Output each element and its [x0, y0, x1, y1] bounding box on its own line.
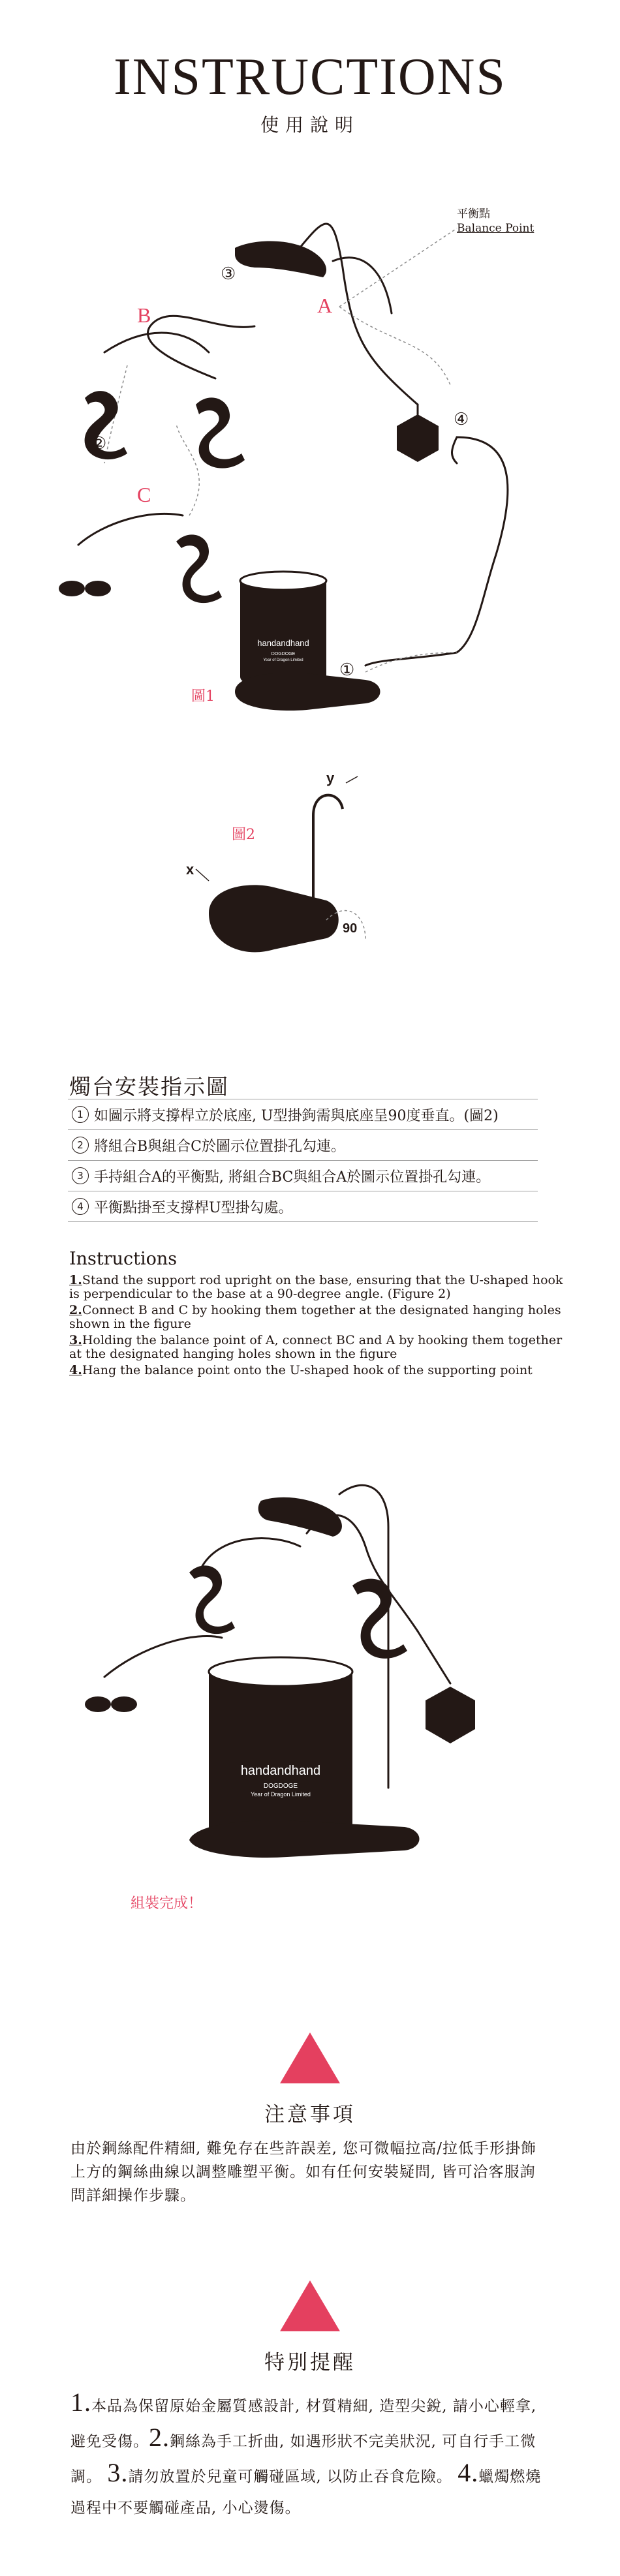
axis-x-line	[196, 869, 209, 881]
step-4-marker: ④	[454, 410, 469, 429]
reminder-num-1: 1.	[70, 2387, 91, 2417]
figure-1-label: 圖1	[191, 688, 215, 705]
assembled-shells	[85, 1696, 137, 1712]
reminder-text-2b: 調。	[70, 2468, 102, 2485]
reminder-text-3: 請勿放置於兒童可觸碰區域, 以防止吞食危險。	[128, 2468, 452, 2485]
assembly-diagram	[0, 189, 620, 744]
candle-line2-2: Year of Dragon Limited	[251, 1791, 311, 1798]
candle-line1-2: DOGDOGE	[263, 1783, 298, 1790]
figure-2-label: 圖2	[232, 827, 255, 843]
assembled-wire-left	[104, 1636, 222, 1678]
balance-point-label-en: Balance Point	[457, 222, 535, 235]
reminder-text-4b: 過程中不要觸碰產品, 小心燙傷。	[70, 2500, 301, 2517]
wire-a-b	[147, 316, 255, 378]
step-1-marker: ①	[339, 660, 355, 680]
zh-step-number: 3	[72, 1167, 89, 1184]
stand-pole	[365, 437, 508, 666]
reminder-num-2: 2.	[149, 2423, 170, 2452]
reminder-text-2: 鋼絲為手工折曲, 如遇形狀不完美狀況, 可自行手工微	[170, 2433, 536, 2450]
en-step-number: 2.	[69, 1303, 82, 1317]
assembled-product	[0, 1462, 620, 1918]
reminder-text-4: 蠟燭燃燒	[478, 2468, 542, 2485]
reminder-line	[70, 2492, 580, 2524]
page-subtitle: 使用說明	[260, 114, 360, 136]
notice-line: 上方的鋼絲曲線以調整雕塑平衡。如有任何安裝疑問, 皆可洽客服詢	[70, 2164, 536, 2181]
dragon-c	[176, 534, 222, 603]
en-step-number: 4.	[69, 1363, 82, 1377]
stand-hook	[452, 437, 457, 463]
notice-body	[70, 2137, 566, 2207]
reminder-num-3: 3.	[107, 2458, 129, 2487]
candle-line2-1: Year of Dragon Limited	[263, 658, 303, 662]
label-b: B	[137, 303, 151, 327]
candle-brand-2: handandhand	[240, 1764, 321, 1778]
reminder-num-4: 4.	[457, 2458, 479, 2487]
balance-point-label-zh: 平衡點	[457, 207, 490, 221]
en-step	[69, 1304, 565, 1331]
zh-step-number: 1	[72, 1106, 89, 1123]
zh-step	[68, 1129, 538, 1160]
notice-line: 由於鋼絲配件精細, 難免存在些許誤差, 您可微幅拉高/拉低手形掛飾	[70, 2140, 536, 2157]
notice-title: 注意事項	[264, 2103, 356, 2126]
angle-label: 90	[343, 921, 358, 936]
axis-y-line	[346, 776, 358, 783]
label-a: A	[317, 294, 333, 317]
axis-x-label: x	[186, 861, 194, 878]
en-step	[69, 1334, 565, 1361]
zh-step-text: 手持組合A的平衡點, 將組合BC與組合A於圖示位置掛孔勾連。	[94, 1169, 491, 1186]
zh-step	[68, 1160, 538, 1191]
reminder-line	[70, 2457, 580, 2492]
candle-line1-1: DOGDOGE	[271, 652, 296, 656]
assembled-base	[189, 1820, 420, 1858]
zh-step-number: 2	[72, 1137, 89, 1154]
notice-line: 問詳細操作步驟。	[70, 2187, 196, 2204]
reminder-body	[70, 2387, 580, 2524]
assembled-hexagon	[426, 1687, 475, 1743]
assembled-wire-mid	[202, 1539, 300, 1566]
en-step-number: 3.	[69, 1333, 82, 1347]
en-step-text: Hang the balance point onto the U-shaped hook of the supporting point	[82, 1363, 533, 1377]
page-title: INSTRUCTIONS	[114, 48, 506, 106]
reminder-line	[70, 2387, 580, 2422]
en-steps-list	[69, 1274, 565, 1380]
hand-shape	[235, 241, 326, 277]
zh-step-text: 將組合B與組合C於圖示位置掛孔勾連。	[94, 1138, 346, 1155]
zh-step	[68, 1099, 538, 1129]
base-plate	[235, 673, 380, 711]
reminder-text-1b: 避免受傷。	[70, 2433, 149, 2450]
assembled-dragon-right	[352, 1579, 407, 1659]
axis-y-label: y	[326, 770, 335, 786]
figure-2-base	[209, 885, 339, 952]
en-step-text: Stand the support rod upright on the base, ensuring that the U-shaped hook is perpendicular to the base at a 90-degree angle. (Figure 2)	[69, 1273, 563, 1301]
assembled-wire-hex	[418, 1631, 450, 1683]
reminder-title: 特別提醒	[264, 2351, 356, 2374]
reminder-text-1a: 本品為保留原始金屬質感設計, 材質精細, 造型尖銳, 請小心輕拿,	[91, 2398, 537, 2415]
en-steps-heading: Instructions	[69, 1249, 178, 1269]
hexagon-pendant	[397, 414, 439, 462]
zh-steps-heading: 燭台安裝指示圖	[69, 1074, 229, 1099]
candle-brand-1: handandhand	[257, 638, 309, 648]
zh-step-number: 4	[72, 1198, 89, 1215]
reminder-line	[70, 2422, 580, 2457]
candle-top	[240, 572, 326, 590]
dragon-b-right	[196, 397, 245, 468]
en-step-text: Holding the balance point of A, connect BC and A by hooking them together at the designated hanging holes shown in the figure	[69, 1333, 563, 1361]
zh-steps-list	[68, 1099, 538, 1222]
shells	[59, 581, 111, 596]
step-2-marker: ②	[91, 434, 107, 453]
en-step-text: Connect B and C by hooking them together at the designated hanging holes shown in the figure	[69, 1303, 561, 1331]
en-step-number: 1.	[69, 1273, 82, 1287]
en-step	[69, 1364, 565, 1377]
label-c: C	[137, 483, 151, 506]
assembled-candle-top	[209, 1657, 352, 1686]
zh-step	[68, 1191, 538, 1222]
wire-c	[78, 514, 183, 545]
wire-b	[104, 333, 209, 352]
assembled-dragon-left	[189, 1565, 235, 1634]
assembled-caption: 組裝完成！	[131, 1895, 203, 1912]
zh-step-text: 如圖示將支撐桿立於底座, U型掛鉤需與底座呈90度垂直。(圖2)	[94, 1107, 499, 1124]
assembled-candle-jar	[209, 1667, 352, 1840]
step-3-marker: ③	[221, 264, 236, 284]
candle-jar	[240, 577, 326, 682]
guide-a	[339, 307, 450, 385]
figure-2-diagram	[0, 770, 620, 992]
guide-c	[176, 424, 199, 515]
assembled-hand	[258, 1497, 342, 1537]
guide-balance	[339, 228, 457, 307]
wire-a	[297, 224, 418, 405]
en-step	[69, 1274, 565, 1301]
notice-triangle-icon	[280, 2032, 340, 2083]
reminder-triangle-icon	[280, 2280, 340, 2331]
zh-step-text: 平衡點掛至支撐桿U型掛勾處。	[94, 1199, 293, 1216]
